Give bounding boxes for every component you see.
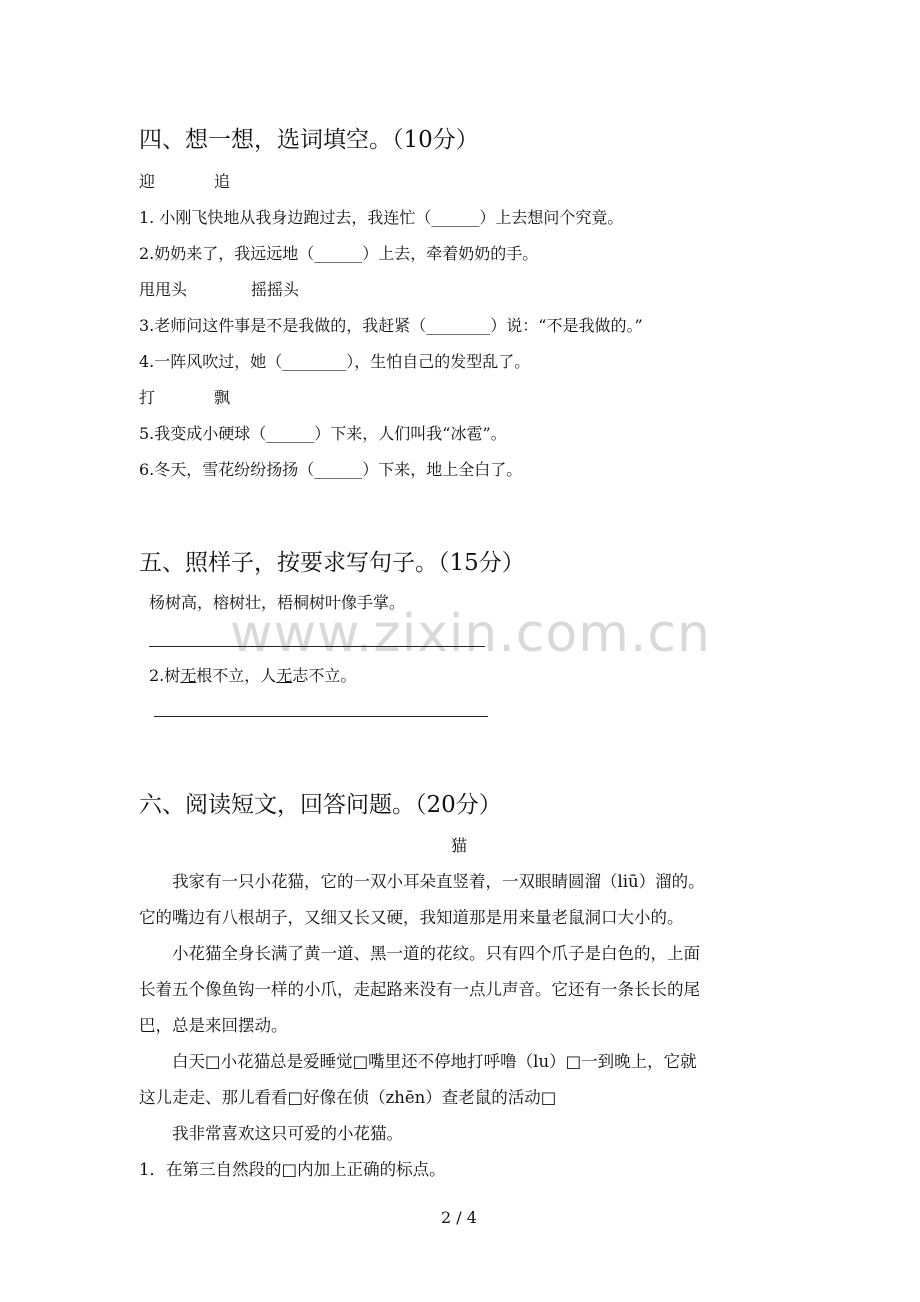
section4-q6: 6.冬天，雪花纷纷扬扬（______）下来，地上全白了。 xyxy=(139,460,523,479)
section5-q1: 杨树高，榕树壮，梧桐树叶像手掌。 xyxy=(149,593,406,612)
section4-q5: 5.我变成小硬球（______）下来，人们叫我“冰雹”。 xyxy=(139,424,507,443)
word-choice-a2: 甩甩头 xyxy=(139,280,188,299)
section5-q2 xyxy=(149,663,356,686)
story-para2-line3: 巴，总是来回摆动。 xyxy=(139,1016,288,1035)
section6-title: 六、阅读短文，回答问题。（20分） xyxy=(139,792,502,818)
word-choice-a1: 迎 xyxy=(139,172,156,191)
page-number: 2 / 4 xyxy=(441,1208,477,1227)
section4-q4: 4.一阵风吹过，她（________），生怕自己的发型乱了。 xyxy=(139,352,531,371)
section5-q2-part2: 根不立，人 xyxy=(196,666,277,685)
word-choice-b2: 摇摇头 xyxy=(251,280,300,299)
story-para3-line2: 这儿走走、那儿看看□好像在侦（zhēn）查老鼠的活动□ xyxy=(139,1088,557,1107)
story-para3-line1: 白天□小花猫总是爱睡觉□嘴里还不停地打呼噜（lu）□一到晚上，它就 xyxy=(172,1052,697,1071)
story-para2-line2: 长着五个像鱼钩一样的小爪，走起路来没有一点儿声音。它还有一条长长的尾 xyxy=(139,980,700,999)
word-choice-a3: 打 xyxy=(139,388,156,407)
story-para1-line1: 我家有一只小花猫，它的一双小耳朵直竖着，一双眼睛圆溜（liū）溜的。 xyxy=(172,872,705,891)
word-choice-b1: 追 xyxy=(214,172,231,191)
story-para2-line1: 小花猫全身长满了黄一道、黑一道的花纹。只有四个爪子是白色的，上面 xyxy=(172,944,700,963)
watermark: www.zixin.com.cn xyxy=(230,604,711,664)
section5-title: 五、照样子，按要求写句子。（15分） xyxy=(139,550,525,576)
word-choice-b3: 飘 xyxy=(214,388,231,407)
section5-q2-part3: 志不立。 xyxy=(292,666,357,685)
section5-q2-underlined-2: 无 xyxy=(276,666,293,685)
section6-question1: 1．在第三自然段的□内加上正确的标点。 xyxy=(139,1160,446,1179)
section4-q1: 1. 小刚飞快地从我身边跑过去，我连忙（______）上去想问个究竟。 xyxy=(139,208,624,227)
section5-q2-part1: 2.树 xyxy=(149,666,181,685)
story-title: 猫 xyxy=(451,836,468,855)
story-para1-line2: 它的嘴边有八根胡子，又细又长又硬，我知道那是用来量老鼠洞口大小的。 xyxy=(139,908,684,927)
section4-q2: 2.奶奶来了，我远远地（______）上去，牵着奶奶的手。 xyxy=(139,244,539,263)
story-para4: 我非常喜欢这只可爱的小花猫。 xyxy=(172,1124,403,1143)
section5-q2-underlined-1: 无 xyxy=(180,666,197,685)
answer-line-1[interactable] xyxy=(149,646,485,647)
section4-q3: 3.老师问这件事是不是我做的，我赶紧（________）说：“不是我做的。” xyxy=(139,316,643,335)
answer-line-2[interactable] xyxy=(154,716,488,717)
section4-title: 四、想一想，选词填空。（10分） xyxy=(139,127,479,153)
